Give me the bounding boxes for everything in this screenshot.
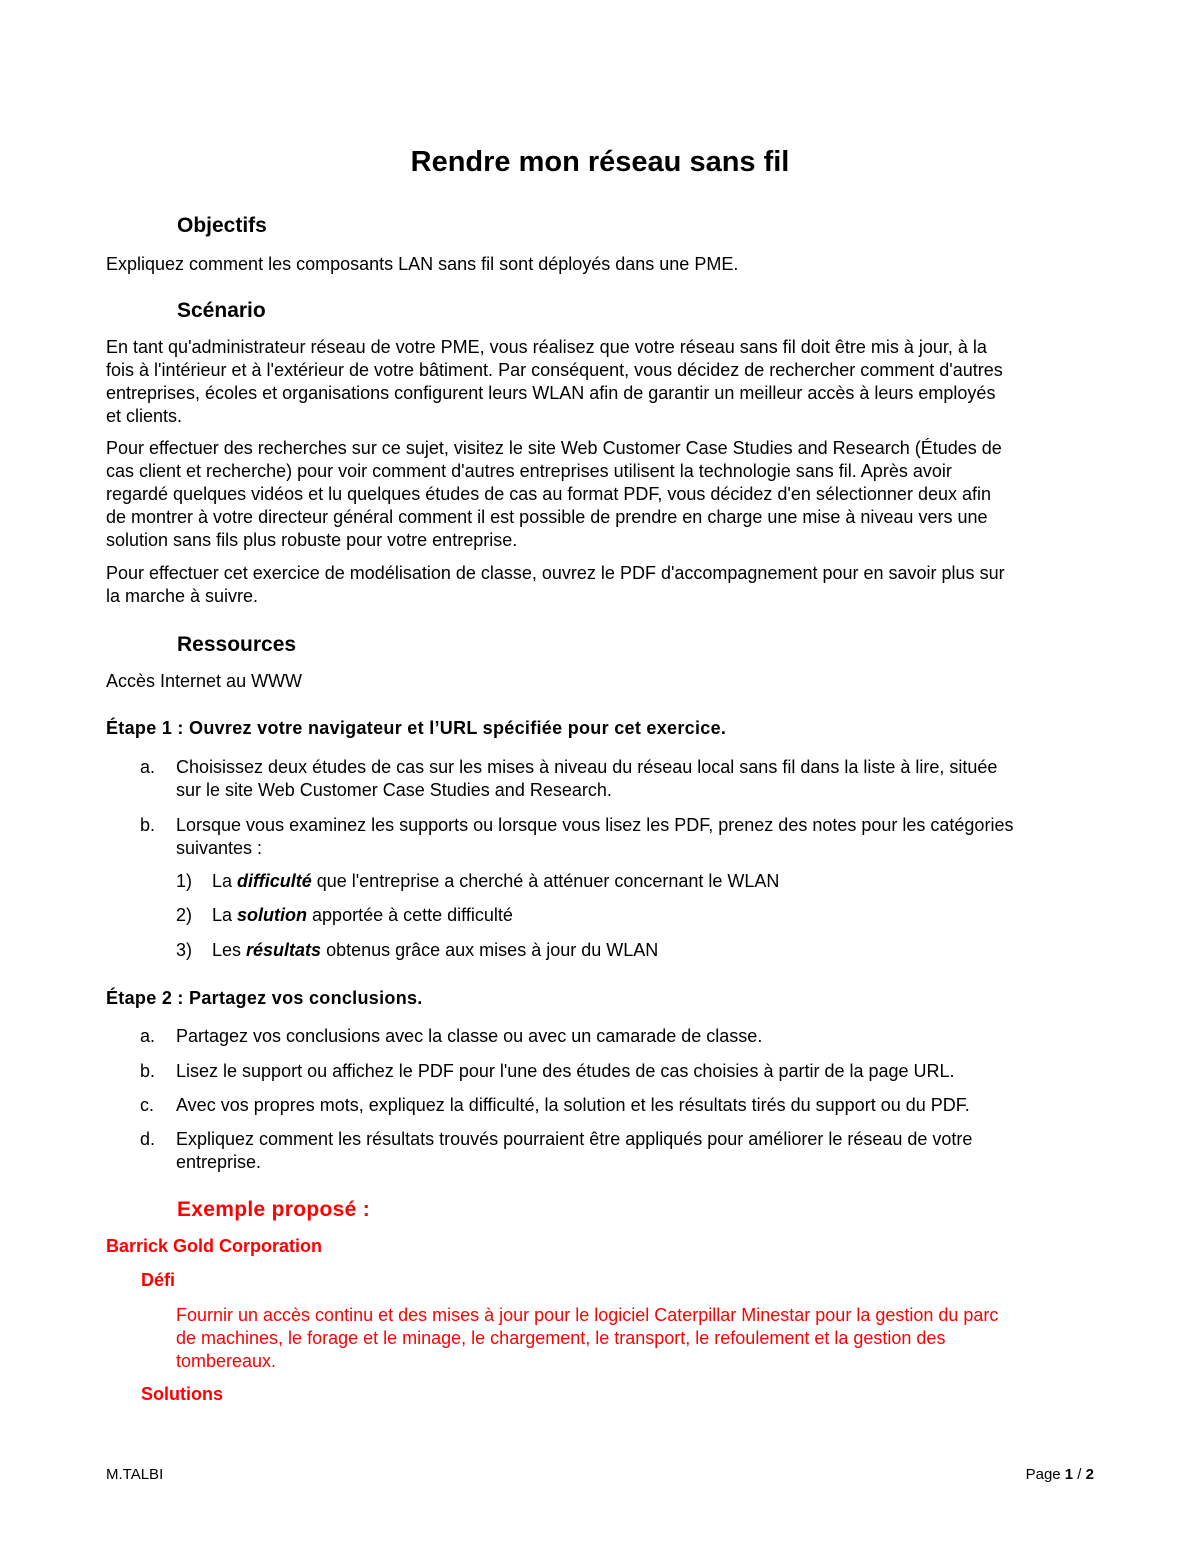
footer-page-number — [1026, 1466, 1094, 1483]
emphasis-text: difficulté — [237, 871, 312, 891]
text-fragment: apportée à cette difficulté — [307, 905, 513, 925]
text-fragment: que l'entreprise a cherché à atténuer concernant le WLAN — [311, 871, 780, 891]
list-item-text — [176, 814, 1100, 860]
list-item-text — [212, 939, 658, 962]
scenario-heading: Scénario — [177, 299, 266, 322]
company-name: Barrick Gold Corporation — [106, 1236, 323, 1256]
list-marker: b. — [140, 815, 156, 835]
page-current: 1 — [1064, 1466, 1074, 1483]
list-marker: a. — [140, 757, 156, 777]
list-item-text — [176, 1060, 1100, 1083]
example-heading: Exemple proposé : — [177, 1198, 370, 1221]
list-item-text — [212, 870, 779, 893]
page-separator: / — [1073, 1466, 1086, 1483]
text-fragment: obtenus grâce aux mises à jour du WLAN — [321, 940, 659, 960]
objectifs-heading: Objectifs — [177, 214, 267, 237]
text-line: la marche à suivre. — [106, 586, 259, 606]
text-line: Fournir un accès continu et des mises à jour pour le logiciel Caterpillar Minestar pour la gestion du parc — [176, 1305, 999, 1325]
text-line: Lisez le support ou affichez le PDF pour l'une des études de cas choisies à partir de la page URL. — [176, 1061, 955, 1081]
text-line: sur le site Web Customer Case Studies and Research. — [176, 780, 612, 800]
text-line: En tant qu'administrateur réseau de votre PME, vous réalisez que votre réseau sans fil doit être mis à jour, à la — [106, 337, 987, 357]
sub-list-item — [176, 939, 1076, 962]
text-line: tombereaux. — [176, 1351, 277, 1371]
list-item — [140, 1060, 1100, 1083]
text-line: suivantes : — [176, 838, 263, 858]
text-fragment: Les — [212, 940, 247, 960]
objectifs-text: Expliquez comment les composants LAN sans fil sont déployés dans une PME. — [106, 254, 739, 274]
scenario-paragraph-3 — [106, 562, 1096, 608]
list-item — [140, 1025, 1100, 1048]
footer-author: M.TALBI — [106, 1466, 164, 1483]
scenario-paragraph-1 — [106, 336, 1096, 428]
step-2-heading: Étape 2 : Partagez vos conclusions. — [106, 988, 423, 1008]
page-total: 2 — [1085, 1466, 1094, 1483]
list-item-text — [176, 756, 1100, 802]
list-item — [140, 1094, 1100, 1117]
ressources-heading: Ressources — [177, 633, 297, 656]
list-item — [140, 814, 1100, 860]
list-marker: a. — [140, 1026, 156, 1046]
text-line: Avec vos propres mots, expliquez la difficulté, la solution et les résultats tirés du support ou du PDF. — [176, 1095, 970, 1115]
list-item-text — [176, 1128, 1100, 1174]
scenario-paragraph-2 — [106, 437, 1096, 552]
solutions-heading: Solutions — [141, 1384, 223, 1404]
list-item — [140, 1128, 1100, 1174]
text-line: solution sans fils plus robuste pour votre entreprise. — [106, 530, 518, 550]
list-marker: 2) — [176, 905, 193, 925]
text-line: Expliquez comment les résultats trouvés pourraient être appliqués pour améliorer le réseau de votre — [176, 1129, 973, 1149]
emphasis-text: solution — [237, 905, 308, 925]
text-line: et clients. — [106, 406, 183, 426]
text-fragment: La — [212, 871, 238, 891]
text-line: entreprise. — [176, 1152, 262, 1172]
list-item — [140, 756, 1100, 802]
ressources-text: Accès Internet au WWW — [106, 671, 303, 691]
list-item-text — [176, 1025, 1100, 1048]
list-marker: 3) — [176, 940, 193, 960]
text-line: fois à l'intérieur et à l'extérieur de votre bâtiment. Par conséquent, vous décidez de rechercher comment d'autres — [106, 360, 1003, 380]
list-marker: d. — [140, 1129, 156, 1149]
text-line: Lorsque vous examinez les supports ou lorsque vous lisez les PDF, prenez des notes pour les catégories — [176, 815, 1014, 835]
list-marker: c. — [140, 1095, 155, 1115]
text-line: cas client et recherche) pour voir comment d'autres entreprises utilisent la technologie sans fil. Après avoir — [106, 461, 952, 481]
text-line: entreprises, écoles et organisations configurent leurs WLAN afin de garantir un meilleur accès à leurs employés — [106, 383, 996, 403]
step-1-heading: Étape 1 : Ouvrez votre navigateur et l’URL spécifiée pour cet exercice. — [106, 718, 727, 738]
text-line: Choisissez deux études de cas sur les mises à niveau du réseau local sans fil dans la liste à lire, située — [176, 757, 998, 777]
list-item-text — [212, 904, 513, 927]
page-label: Page — [1025, 1466, 1065, 1483]
emphasis-text: résultats — [246, 940, 322, 960]
challenge-text — [176, 1304, 1096, 1373]
text-line: de montrer à votre directeur général comment il est possible de prendre en charge une mise à niveau vers une — [106, 507, 988, 527]
text-fragment: La — [212, 905, 238, 925]
list-item-text — [176, 1094, 1100, 1117]
document-title: Rendre mon réseau sans fil — [410, 146, 790, 178]
text-line: de machines, le forage et le minage, le chargement, le transport, le refoulement et la gestion des — [176, 1328, 946, 1348]
sub-list-item — [176, 870, 1076, 893]
challenge-heading: Défi — [141, 1270, 176, 1290]
text-line: regardé quelques vidéos et lu quelques études de cas au format PDF, vous décidez d'en sélectionner deux afin — [106, 484, 991, 504]
list-marker: b. — [140, 1061, 156, 1081]
text-line: Partagez vos conclusions avec la classe ou avec un camarade de classe. — [176, 1026, 763, 1046]
list-marker: 1) — [176, 871, 193, 891]
sub-list-item — [176, 904, 1076, 927]
text-line: Pour effectuer cet exercice de modélisation de classe, ouvrez le PDF d'accompagnement pour en savoir plus sur — [106, 563, 1005, 583]
text-line: Pour effectuer des recherches sur ce sujet, visitez le site Web Customer Case Studies and Research (Études de — [106, 438, 1002, 458]
